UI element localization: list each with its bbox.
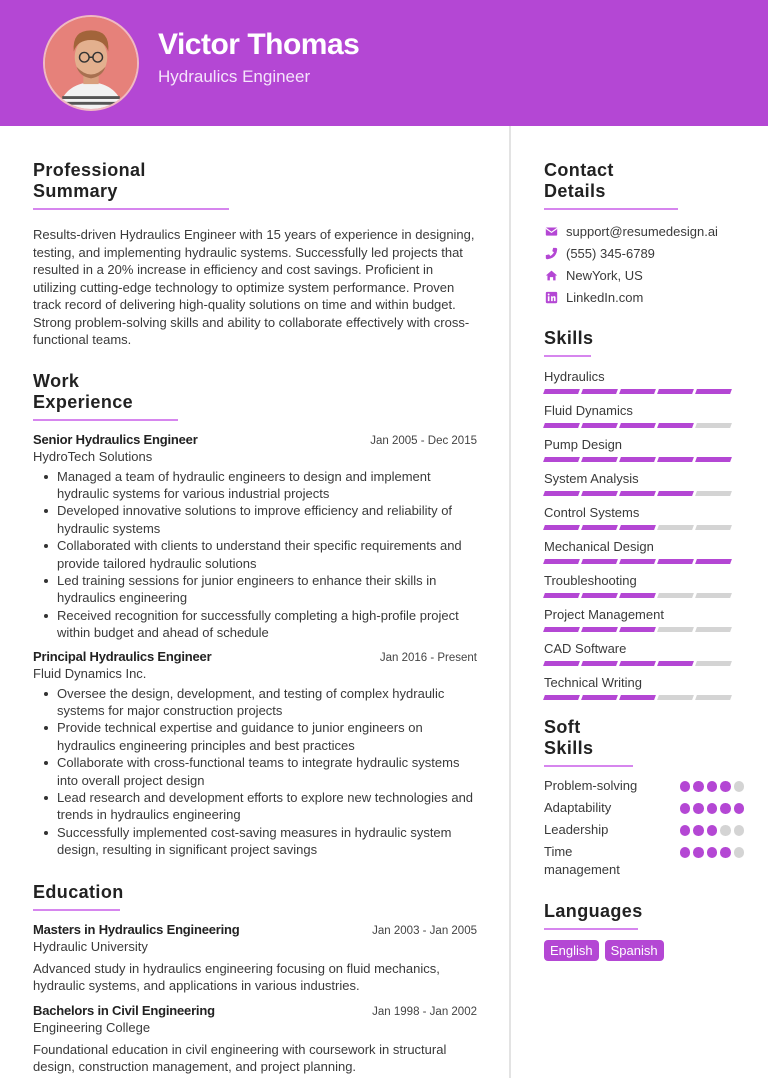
skill-segment [695,423,732,428]
skills-section [544,328,744,700]
bullet: Provide technical expertise and guidance to junior engineers on hydraulics engineering principles and best practices [33,719,477,754]
skill-level-bar [544,423,744,428]
rating-dot [693,825,704,836]
rating-dot [720,803,731,814]
linkedin-icon [544,290,558,304]
degree: Masters in Hydraulics Engineering [33,921,240,937]
rating-dot [680,781,691,792]
skill-segment [657,593,694,598]
skill-label: System Analysis [544,471,639,486]
rating-dot [680,847,691,858]
job-bullets [33,468,477,642]
skill-segment [543,491,580,496]
skill-segment [657,423,694,428]
skill-level-bar [544,457,744,462]
skill-level-bar [544,695,744,700]
skill-item [544,674,744,700]
bullet: Collaborated with clients to understand their specific requirements and provide tailored hydraulic solutions [33,537,477,572]
skill-segment [619,389,656,394]
sidebar-column [544,126,744,961]
soft-skill-item [544,843,744,879]
skill-item [544,572,744,598]
contact-location [544,264,744,286]
skill-segment [619,559,656,564]
skill-label: Pump Design [544,437,623,452]
skill-level-bar [544,525,744,530]
resume-header [0,0,768,126]
education-entry [33,922,477,995]
skill-segment [619,491,656,496]
summary-section [33,160,477,349]
skill-label: Hydraulics [544,369,605,384]
skill-segment [695,661,732,666]
skill-level-bar [544,627,744,632]
skills-list [544,368,744,700]
skill-segment [581,525,618,530]
skill-segment [657,661,694,666]
skill-level-bar [544,389,744,394]
skill-item [544,368,744,394]
contact-value: LinkedIn.com [566,289,644,305]
skill-segment [543,661,580,666]
soft-skill-label: Problem-solving [544,778,638,793]
rating-dot [693,803,704,814]
skill-segment [657,491,694,496]
column-divider [509,126,511,1078]
rating-dot [734,847,745,858]
school: Engineering College [33,1019,151,1035]
skill-label: Mechanical Design [544,539,654,554]
rating-dot [720,847,731,858]
bullet: Received recognition for successfully completing a high-profile project within budget and ahead of schedule [33,607,477,642]
contact-value: NewYork, US [566,267,643,283]
rating-dot [734,825,745,836]
skill-segment [695,457,732,462]
section-heading: Soft Skills [544,717,633,767]
language-tag: English [544,940,599,961]
job-bullets [33,685,477,859]
job-date: Jan 2005 - Dec 2015 [370,434,477,447]
skill-segment [543,423,580,428]
phone-icon [544,246,558,260]
skill-segment [543,695,580,700]
skill-segment [581,593,618,598]
summary-text: Results-driven Hydraulics Engineer with 15 years of experience in designing, testing, and implementing hydraulic systems. Successfully led projects that resulted in a 20% increase in efficiency and cost savings. Proficient in utilizing cutting-edge technology to optimize system performance. Proven track record of delivering high-quality solutions on time and within budget. Strong problem-solving skills and ability to collaborate effectively with cross-functional teams. [33,227,475,347]
skill-segment [619,627,656,632]
rating-dot [693,847,704,858]
skill-segment [581,491,618,496]
job-company: HydroTech Solutions [33,448,153,464]
skill-label: CAD Software [544,641,627,656]
job-role: Principal Hydraulics Engineer [33,648,212,664]
bullet: Collaborate with cross-functional teams to integrate hydraulic systems into overall project design [33,754,477,789]
skill-level-bar [544,491,744,496]
home-icon [544,268,558,282]
skill-level-bar [544,661,744,666]
skill-segment [657,627,694,632]
soft-skill-rating [680,821,745,836]
soft-skill-rating [680,843,745,858]
contact-email[interactable] [544,220,744,242]
bullet: Lead research and development efforts to explore new technologies and trends in hydraulics engineering [33,789,477,824]
skill-segment [543,457,580,462]
skill-item [544,640,744,666]
rating-dot [720,781,731,792]
skill-segment [581,627,618,632]
skill-segment [657,457,694,462]
skill-segment [657,389,694,394]
soft-skill-label: Leadership [544,822,609,837]
skill-item [544,470,744,496]
skill-segment [695,559,732,564]
skill-segment [695,593,732,598]
skill-segment [619,423,656,428]
contact-phone[interactable] [544,242,744,264]
bullet: Managed a team of hydraulic engineers to design and implement hydraulic systems for various industrial projects [33,468,477,503]
skill-segment [695,695,732,700]
contact-value: support@resumedesign.ai [566,223,718,239]
section-heading: Professional Summary [33,160,229,210]
skill-segment [543,389,580,394]
rating-dot [720,825,731,836]
skill-segment [581,423,618,428]
contact-linkedin[interactable] [544,286,744,308]
skill-segment [581,457,618,462]
skill-segment [695,389,732,394]
job-company: Fluid Dynamics Inc. [33,665,147,681]
experience-section [33,371,477,859]
skill-segment [581,695,618,700]
job-date: Jan 2016 - Present [379,651,477,664]
education-date: Jan 2003 - Jan 2005 [372,924,477,937]
main-column [33,126,477,1076]
skill-segment [581,661,618,666]
skill-label: Control Systems [544,505,640,520]
skill-item [544,606,744,632]
rating-dot [680,803,691,814]
skill-segment [543,593,580,598]
skill-label: Fluid Dynamics [544,403,633,418]
contact-section [544,160,744,308]
job-role: Senior Hydraulics Engineer [33,431,198,447]
skill-segment [543,627,580,632]
rating-dot [707,781,718,792]
education-description: Foundational education in civil engineering with coursework in structural design, construction management, and project planning. [33,1041,447,1075]
skill-segment [543,525,580,530]
school: Hydraulic University [33,938,148,954]
candidate-title: Hydraulics Engineer [158,67,311,86]
section-heading: Education [33,882,120,911]
soft-skill-label: Time management [544,844,620,877]
skill-segment [619,457,656,462]
skill-item [544,402,744,428]
section-heading: Languages [544,901,638,930]
education-description: Advanced study in hydraulics engineering focusing on fluid mechanics, hydraulic systems, and applications in various industries. [33,960,440,994]
soft-skills-section [544,717,744,879]
skill-segment [543,559,580,564]
skill-segment [619,695,656,700]
bullet: Developed innovative solutions to improve efficiency and reliability of hydraulic systems [33,502,477,537]
job-entry [33,432,477,642]
skill-segment [695,525,732,530]
bullet: Led training sessions for junior engineers to enhance their skills in hydraulics engineering [33,572,477,607]
skill-segment [581,389,618,394]
soft-skill-rating [680,799,745,814]
education-date: Jan 1998 - Jan 2002 [372,1005,477,1018]
rating-dot [734,803,745,814]
skill-item [544,538,744,564]
skill-level-bar [544,559,744,564]
degree: Bachelors in Civil Engineering [33,1002,215,1018]
skill-label: Troubleshooting [544,573,637,588]
skill-segment [657,695,694,700]
rating-dot [707,847,718,858]
skill-segment [619,525,656,530]
rating-dot [707,803,718,814]
bullet: Successfully implemented cost-saving measures in hydraulic system design, resulting in significant project savings [33,824,477,859]
rating-dot [734,781,745,792]
skill-label: Project Management [544,607,664,622]
rating-dot [680,825,691,836]
soft-skill-item [544,799,744,817]
skill-item [544,436,744,462]
skill-segment [695,627,732,632]
bullet: Oversee the design, development, and testing of complex hydraulic systems for major construction projects [33,685,477,720]
envelope-icon [544,224,558,238]
section-heading: Work Experience [33,371,178,421]
profile-photo-icon [45,17,137,109]
candidate-name: Victor Thomas [158,28,360,61]
job-entry [33,649,477,859]
language-tag: Spanish [605,940,664,961]
rating-dot [693,781,704,792]
skill-segment [619,661,656,666]
education-entry [33,1003,477,1076]
soft-skill-label: Adaptability [544,800,612,815]
soft-skill-item [544,821,744,839]
skill-segment [619,593,656,598]
contact-value: (555) 345-6789 [566,245,655,261]
education-section [33,882,477,1076]
rating-dot [707,825,718,836]
avatar [43,15,139,111]
soft-skill-rating [680,777,745,792]
skill-label: Technical Writing [544,675,643,690]
skill-segment [657,525,694,530]
section-heading: Contact Details [544,160,678,210]
skill-segment [695,491,732,496]
section-heading: Skills [544,328,591,357]
skill-item [544,504,744,530]
skill-segment [581,559,618,564]
skill-level-bar [544,593,744,598]
skill-segment [657,559,694,564]
languages-section [544,901,744,961]
soft-skill-item [544,777,744,795]
